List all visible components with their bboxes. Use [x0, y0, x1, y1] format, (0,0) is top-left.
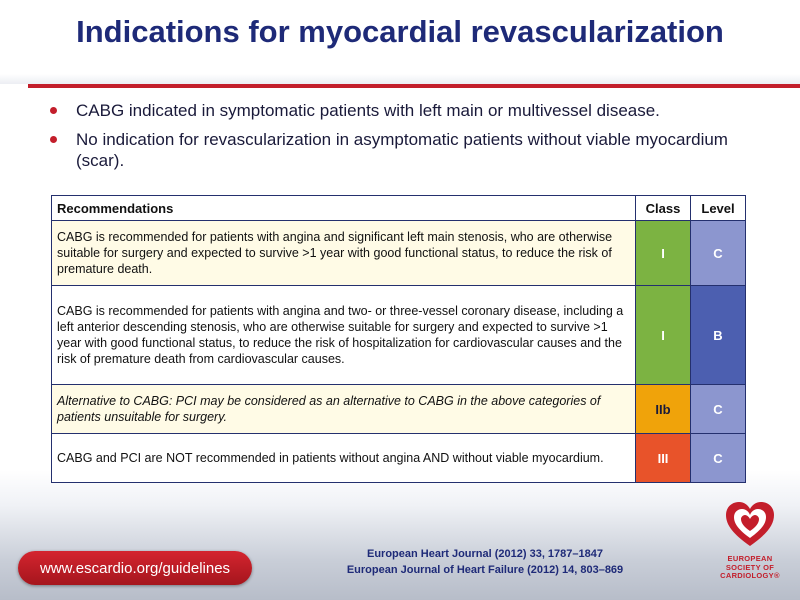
level-cell: C [691, 385, 746, 434]
logo-line3: CARDIOLOGY® [720, 571, 780, 580]
class-cell: I [636, 221, 691, 286]
guidelines-link[interactable]: www.escardio.org/guidelines [18, 551, 252, 585]
reference-ehj: European Heart Journal (2012) 33, 1787–1847 [366, 548, 603, 560]
logo-line1: EUROPEAN [727, 554, 773, 563]
class-cell: I [636, 286, 691, 385]
header-class: Class [636, 196, 691, 221]
recommendation-text: CABG and PCI are NOT recommended in patients without angina AND without viable myocardium. [52, 434, 636, 483]
logo-line2: SOCIETY OF [725, 562, 775, 572]
table-row [52, 286, 746, 385]
bullet-text: No indication for revascularization in asymptomatic patients without viable myocardium (scar). [76, 130, 728, 170]
bullet-item [40, 129, 770, 171]
title-divider [28, 84, 800, 88]
class-cell: III [636, 434, 691, 483]
journal-references [300, 546, 670, 578]
bullet-text: CABG indicated in symptomatic patients with left main or multivessel disease. [76, 101, 660, 120]
header-recommendations: Recommendations [52, 196, 636, 221]
header-level: Level [691, 196, 746, 221]
table-row [52, 434, 746, 483]
recommendations-table [51, 195, 746, 483]
table-header-row [52, 196, 746, 221]
bullet-list [40, 100, 770, 179]
bullet-item [40, 100, 770, 121]
header-shadow [0, 74, 800, 84]
esc-logo [710, 500, 790, 595]
heart-logo-icon [723, 500, 777, 550]
recommendation-text: CABG is recommended for patients with angina and two- or three-vessel coronary disease, including a left anterior descending stenosis, who are otherwise suitable for surgery and expected to survive >1 year with good functional status, to reduce the risk of hospitalization for cardiovascular causes and the risk of premature death from cardiovascular causes. [52, 286, 636, 385]
class-cell: IIb [636, 385, 691, 434]
recommendation-text: CABG is recommended for patients with angina and significant left main stenosis, who are otherwise suitable for surgery and expected to survive >1 year with good functional status, to reduce the risk of premature death. [52, 221, 636, 286]
slide-title: Indications for myocardial revascularization [76, 14, 724, 49]
level-cell: C [691, 434, 746, 483]
level-cell: B [691, 286, 746, 385]
table-row [52, 385, 746, 434]
recommendation-text: Alternative to CABG: PCI may be considered as an alternative to CABG in the above categories of patients unsuitable for surgery. [52, 385, 636, 434]
level-cell: C [691, 221, 746, 286]
reference-ejhf: European Journal of Heart Failure (2012) 14, 803–869 [346, 564, 624, 576]
table-row [52, 221, 746, 286]
bullet-dot-icon [50, 136, 57, 143]
bullet-dot-icon [50, 107, 57, 114]
